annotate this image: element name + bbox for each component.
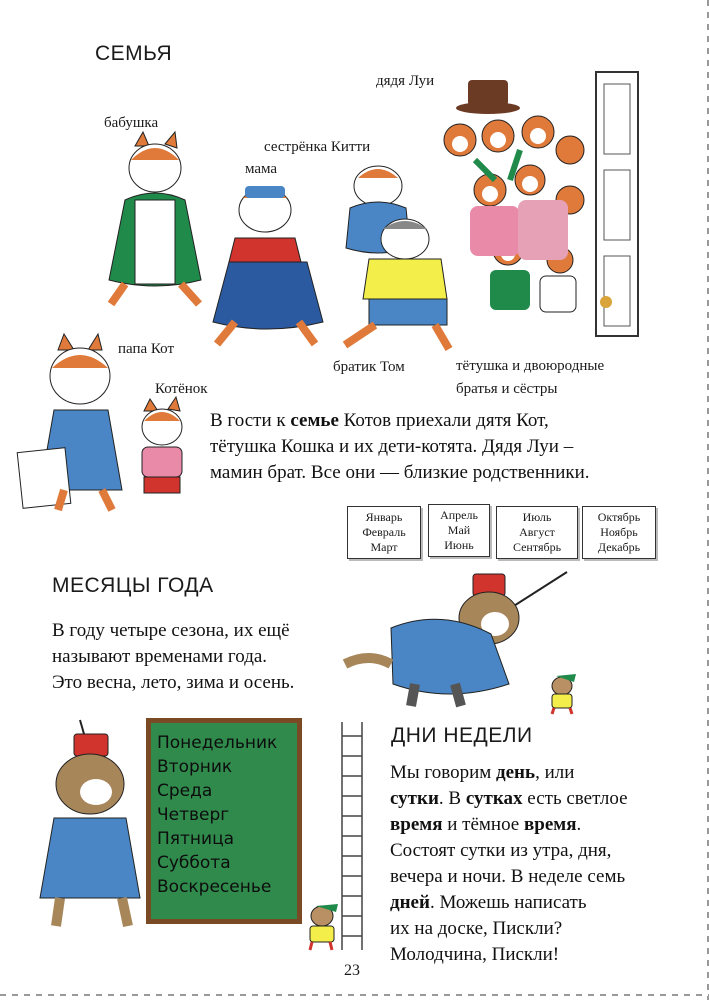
board-day-tuesday: Вторник — [157, 757, 233, 777]
month-box-summer — [496, 506, 578, 559]
family-paragraph — [210, 408, 690, 486]
month-name: Август — [519, 525, 555, 539]
months-text: В году четыре сезона, их ещё — [52, 620, 290, 641]
board-day-monday: Понедельник — [157, 733, 278, 753]
label-sister-kitty: сестрёнка Китти — [264, 139, 371, 155]
board-day-saturday: Суббота — [157, 853, 231, 873]
week-text: . В — [438, 788, 466, 809]
family-text: тётушка Кошка и их дети-котята. Дядя Луи – — [210, 436, 574, 457]
mouse-chalk-illustration — [298, 902, 354, 954]
week-text: . — [576, 814, 582, 835]
week-keyword: время — [524, 814, 577, 835]
board-day-friday: Пятница — [157, 829, 235, 849]
week-keyword: день — [496, 762, 536, 783]
label-mom: мама — [245, 161, 278, 177]
label-uncle-louie: дядя Луи — [376, 73, 435, 89]
week-text: Мы говорим — [390, 762, 497, 783]
month-name: Февраль — [362, 525, 406, 539]
week-heading: ДНИ НЕДЕЛИ — [391, 724, 533, 747]
mom-illustration — [195, 180, 325, 350]
week-paragraph — [390, 760, 690, 968]
family-text: Котов приехали дятя Кот, — [338, 410, 549, 431]
cat-with-fez-illustration — [30, 718, 150, 933]
board-day-wednesday: Среда — [157, 781, 213, 801]
mouse-illustration — [540, 672, 590, 717]
page-bottom-dashes — [0, 994, 709, 996]
week-keyword: время — [390, 814, 443, 835]
label-dad: папа Кот — [118, 341, 175, 357]
month-name: Сентябрь — [512, 540, 562, 554]
chalkboard — [146, 718, 302, 924]
family-keyword: семье — [290, 410, 339, 431]
months-heading: МЕСЯЦЫ ГОДА — [52, 574, 214, 597]
label-kitten: Котёнок — [155, 381, 208, 397]
week-text: есть светлое — [522, 788, 628, 809]
months-text: Это весна, лето, зима и осень. — [52, 672, 295, 693]
board-day-thursday: Четверг — [157, 805, 230, 825]
month-name: Июнь — [444, 538, 474, 552]
week-keyword: сутки — [390, 788, 439, 809]
week-text: Молодчина, Пискли! — [390, 944, 560, 965]
label-grandma: бабушка — [104, 115, 159, 131]
month-name: Январь — [365, 510, 403, 524]
family-heading: СЕМЬЯ — [95, 42, 173, 65]
week-text: и тёмное — [442, 814, 524, 835]
month-name: Декабрь — [597, 540, 641, 554]
month-name: Апрель — [440, 508, 478, 522]
week-text: вечера и ночи. В неделе семь — [390, 866, 626, 887]
week-keyword: сутках — [465, 788, 523, 809]
week-text: Состоят сутки из утра, дня, — [390, 840, 612, 861]
week-text: их на доске, Пискли? — [390, 918, 563, 939]
family-text: В гости к — [210, 410, 291, 431]
month-name: Май — [447, 523, 471, 537]
month-name: Ноябрь — [600, 525, 638, 539]
board-day-sunday: Воскресенье — [157, 877, 272, 897]
week-text: . Можешь написать — [429, 892, 587, 913]
month-box-winter — [347, 506, 421, 559]
month-name: Июль — [522, 510, 552, 524]
month-name: Октябрь — [597, 510, 641, 524]
kitten-illustration — [130, 395, 195, 505]
month-name: Март — [370, 540, 398, 554]
week-text: , или — [535, 762, 575, 783]
week-keyword: дней — [390, 892, 430, 913]
brother-tom-illustration — [325, 215, 455, 355]
family-text: мамин брат. Все они — близкие родственники. — [210, 462, 590, 483]
page-number: 23 — [344, 962, 360, 979]
month-box-autumn — [582, 506, 656, 559]
label-aunt-line2: братья и сёстры — [456, 381, 558, 397]
label-aunt-line1: тётушка и двоюродные — [456, 358, 605, 374]
months-paragraph — [52, 618, 294, 696]
month-box-spring — [428, 504, 490, 557]
label-brother-tom: братик Том — [333, 359, 405, 375]
months-text: называют временами года. — [52, 646, 268, 667]
